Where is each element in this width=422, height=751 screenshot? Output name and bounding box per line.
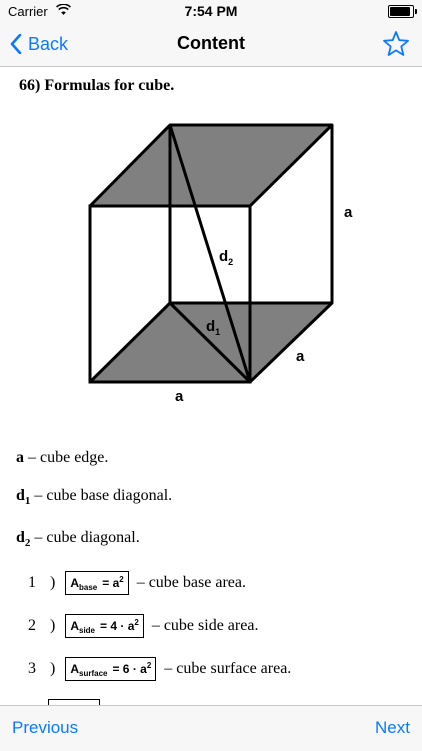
edge-label-front: a xyxy=(296,348,305,365)
next-button[interactable]: Next xyxy=(375,718,410,737)
section-heading: 66) Formulas for cube. xyxy=(19,77,175,94)
formula-surface-area: 3 ) A surface = 6 · a 2 – cube surface area. xyxy=(28,656,291,682)
carrier-label: Carrier xyxy=(8,4,48,19)
formula-box: A side = 4 · a 2 xyxy=(65,614,144,638)
content-area[interactable] xyxy=(0,67,422,705)
cube-top-face xyxy=(90,125,332,206)
navigation-bar xyxy=(0,22,422,67)
back-button[interactable] xyxy=(10,31,68,57)
battery-icon xyxy=(388,5,414,18)
edge-label-right: a xyxy=(344,204,353,221)
clock: 7:54 PM xyxy=(184,3,238,19)
back-button-label: Back xyxy=(28,33,69,54)
definition-cube-diagonal: $d_2$ – cube diagonal. xyxy=(16,529,140,550)
battery-level xyxy=(390,7,410,16)
definition-edge: a – cube edge. xyxy=(16,449,109,466)
status-bar xyxy=(0,0,422,22)
bottom-toolbar xyxy=(0,705,422,751)
definition-base-diagonal: $d_1$ – cube base diagonal. xyxy=(16,487,173,508)
formula-side-area: 2 ) A side = 4 · a 2 – cube side area. xyxy=(28,613,258,639)
chevron-left-icon xyxy=(10,34,22,54)
favorite-star-icon[interactable] xyxy=(382,30,410,58)
previous-button[interactable]: Previous xyxy=(12,718,79,737)
edge-label-bottom: a xyxy=(175,388,184,405)
formula-box: A surface = 6 · a 2 xyxy=(65,657,156,681)
d2-label: $d_2$ xyxy=(219,248,234,267)
page-title: Content xyxy=(177,33,245,53)
formula-box: A base = a 2 xyxy=(65,571,128,595)
formula-base-area: 1 ) A base = a 2 – cube base area. xyxy=(28,570,246,596)
cube-diagram xyxy=(80,117,370,417)
d1-label: $d_1$ xyxy=(206,318,221,337)
